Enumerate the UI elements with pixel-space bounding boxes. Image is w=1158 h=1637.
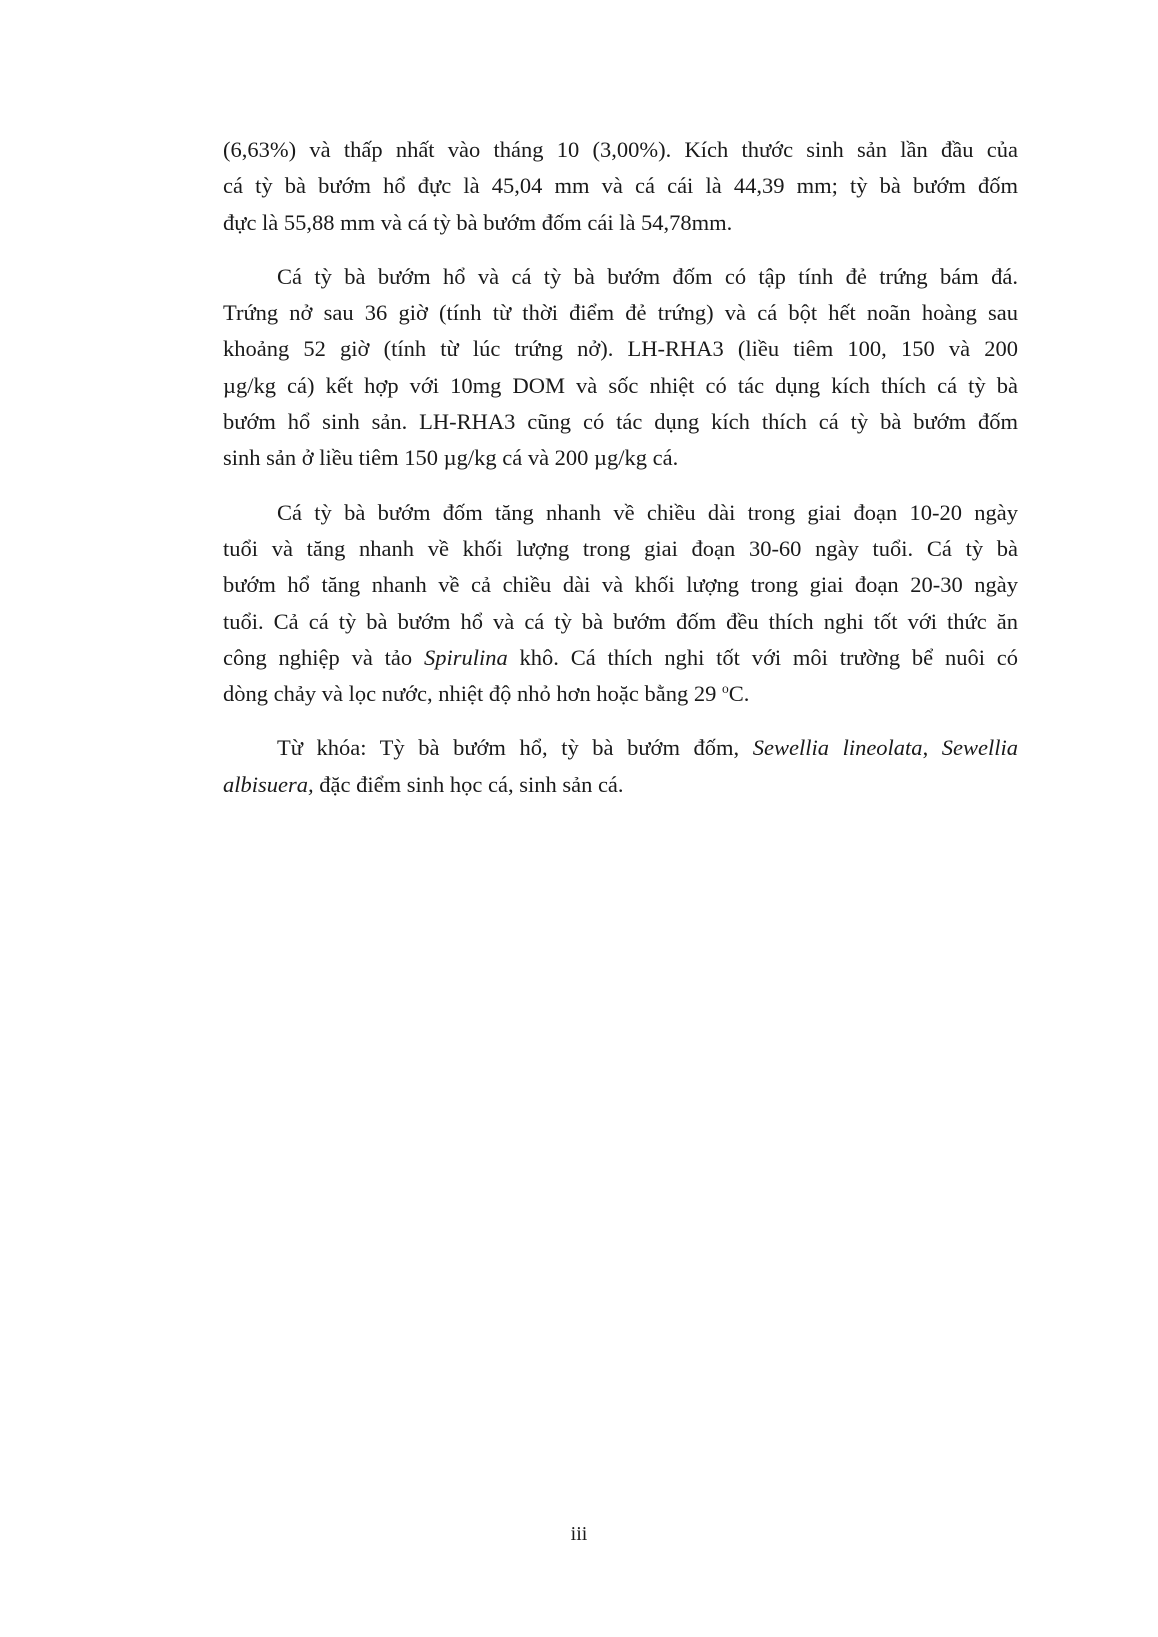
page-number: iii	[570, 1523, 588, 1545]
text-line	[223, 767, 1018, 803]
species-name-genus: Sewellia	[941, 735, 1019, 761]
species-name-albisuera: albisuera,	[223, 771, 314, 797]
paragraph-3	[223, 495, 1018, 713]
text-line	[223, 676, 1018, 712]
text-line: bướm hổ tăng nhanh về cả chiều dài và khối lượng trong giai đoạn 20-30 ngày	[223, 572, 1018, 598]
text-run: đặc điểm sinh học cá, sinh sản cá.	[313, 771, 624, 797]
text-line: bướm hổ sinh sản. LH-RHA3 cũng có tác dụng kích thích cá tỳ bà bướm đốm	[223, 409, 1018, 435]
paragraph-2	[223, 259, 1018, 477]
text-line: (6,63%) và thấp nhất vào tháng 10 (3,00%). Kích thước sinh sản lần đầu của	[223, 137, 1018, 162]
keywords-paragraph	[223, 730, 1018, 803]
text-line	[223, 730, 1018, 766]
text-line: tuổi và tăng nhanh về khối lượng trong giai đoạn 30-60 ngày tuổi. Cá tỳ bà	[223, 535, 1018, 561]
text-line: Trứng nở sau 36 giờ (tính từ thời điểm đẻ trứng) và cá bột hết noãn hoàng sau	[223, 300, 1018, 326]
text-run: khô. Cá thích nghi tốt với môi trường bể nuôi có	[507, 644, 1018, 670]
text-line: đực là 55,88 mm và cá tỳ bà bướm đốm cái là 54,78mm.	[223, 209, 733, 235]
species-name-lineolata: Sewellia lineolata	[752, 735, 923, 761]
text-run: dòng chảy và lọc nước, nhiệt độ nhỏ hơn hoặc bằng 29	[223, 681, 722, 707]
text-run: công nghiệp và tảo	[223, 644, 424, 670]
keywords-label: Từ khóa: Tỳ bà bướm hổ, tỳ bà bướm đốm,	[277, 735, 753, 761]
text-line: µg/kg cá) kết hợp với 10mg DOM và sốc nhiệt có tác dụng kích thích cá tỳ bà	[223, 372, 1018, 398]
text-run: C.	[728, 681, 750, 707]
body-text	[223, 132, 1018, 821]
degree-superscript: o	[722, 681, 729, 697]
text-line: tuổi. Cả cá tỳ bà bướm hổ và cá tỳ bà bướm đốm đều thích nghi tốt với thức ăn	[223, 608, 1018, 634]
text-line: khoảng 52 giờ (tính từ lúc trứng nở). LH-RHA3 (liều tiêm 100, 150 và 200	[223, 336, 1018, 362]
text-line	[223, 640, 1018, 676]
text-line: sinh sản ở liều tiêm 150 µg/kg cá và 200 µg/kg cá.	[223, 445, 679, 471]
species-name-spirulina: Spirulina	[423, 644, 508, 670]
text-line: Cá tỳ bà bướm đốm tăng nhanh về chiều dài trong giai đoạn 10-20 ngày	[277, 499, 1018, 525]
paragraph-1	[223, 132, 1018, 241]
text-line: Cá tỳ bà bướm hổ và cá tỳ bà bướm đốm có tập tính đẻ trứng bám đá.	[277, 263, 1018, 289]
text-line: cá tỳ bà bướm hổ đực là 45,04 mm và cá cái là 44,39 mm; tỳ bà bướm đốm	[223, 173, 1018, 199]
text-run: ,	[922, 735, 942, 761]
